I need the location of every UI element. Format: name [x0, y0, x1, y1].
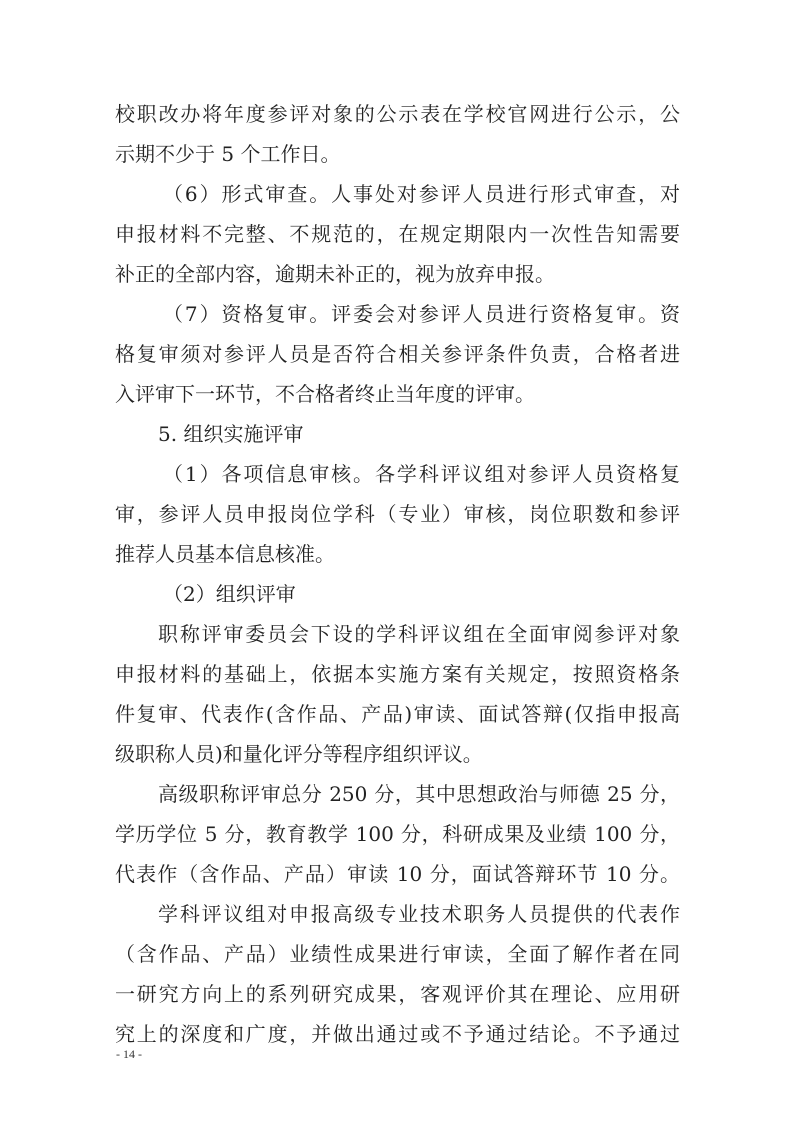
section-heading: 5. 组织实施评审 [158, 422, 304, 446]
text-line: 代表作（含作品、产品）审读 10 分，面试答辩环节 10 分。 [115, 862, 680, 886]
text-line: 学历学位 5 分，教育教学 100 分，科研成果及业绩 100 分， [115, 822, 680, 846]
text-line: （6）形式审查。人事处对参评人员进行形式审查，对 [163, 182, 680, 206]
text-line: （1）各项信息审核。各学科评议组对参评人员资格复 [163, 462, 680, 486]
text-line: 申报材料的基础上，依据本实施方案有关规定，按照资格条 [115, 662, 680, 686]
text-line: 入评审下一环节，不合格者终止当年度的评审。 [115, 382, 535, 406]
text-line: 补正的全部内容，逾期未补正的，视为放弃申报。 [115, 262, 555, 286]
text-line: （含作品、产品）业绩性成果进行审读，全面了解作者在同 [115, 942, 680, 966]
text-line: 一研究方向上的系列研究成果，客观评价其在理论、应用研 [115, 982, 680, 1006]
text-line: 高级职称评审总分 250 分，其中思想政治与师德 25 分， [158, 782, 680, 806]
text-line: 件复审、代表作(含作品、产品)审读、面试答辩(仅指申报高 [115, 702, 680, 726]
text-line: 申报材料不完整、不规范的，在规定期限内一次性告知需要 [115, 222, 680, 246]
text-line: （7）资格复审。评委会对参评人员进行资格复审。资 [163, 302, 680, 326]
subsection-heading: （2）组织评审 [163, 582, 296, 606]
text-line: 级职称人员)和量化评分等程序组织评议。 [115, 742, 483, 766]
text-line: 审，参评人员申报岗位学科（专业）审核，岗位职数和参评 [115, 502, 680, 526]
text-line: 示期不少于 5 个工作日。 [115, 142, 341, 166]
text-line: 究上的深度和广度，并做出通过或不予通过结论。不予通过 [115, 1022, 680, 1046]
page-number: - 14 - [116, 1047, 142, 1061]
text-line: 学科评议组对申报高级专业技术职务人员提供的代表作 [158, 902, 680, 926]
text-line: 格复审须对参评人员是否符合相关参评条件负责，合格者进 [115, 342, 680, 366]
text-line: 校职改办将年度参评对象的公示表在学校官网进行公示，公 [115, 102, 680, 126]
text-line: 职称评审委员会下设的学科评议组在全面审阅参评对象 [158, 622, 680, 646]
text-line: 推荐人员基本信息核准。 [115, 542, 335, 566]
